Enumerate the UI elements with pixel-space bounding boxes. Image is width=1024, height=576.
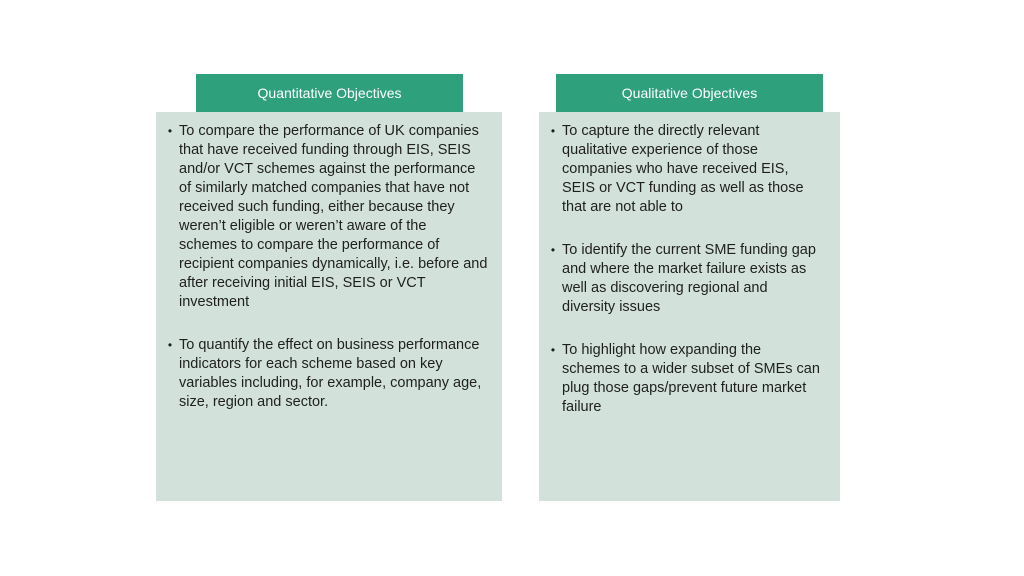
qualitative-objectives-title: Qualitative Objectives <box>621 85 758 101</box>
qualitative-objectives-panel <box>539 112 840 501</box>
qualitative-objective-item <box>545 122 822 217</box>
quantitative-objective-item <box>162 336 488 412</box>
bullet-icon: • <box>167 338 173 352</box>
quantitative-objective-item <box>162 122 488 312</box>
bullet-icon: • <box>550 343 556 357</box>
quantitative-objective-text: To quantify the effect on business performance indicators for each scheme based on key variables including, for example, company age, size, region and sector. <box>179 337 482 410</box>
quantitative-objectives-header <box>196 74 463 112</box>
bullet-icon: • <box>167 124 173 138</box>
qualitative-objective-item <box>545 341 822 417</box>
bullet-icon: • <box>550 124 556 138</box>
quantitative-objectives-title: Quantitative Objectives <box>257 85 402 101</box>
qualitative-objectives-header <box>556 74 823 112</box>
qualitative-objective-text: To capture the directly relevant qualitative experience of those companies who have received EIS, SEIS or VCT funding as well as those that are not able to <box>562 123 804 215</box>
quantitative-objective-text: To compare the performance of UK companies that have received funding through EIS, SEIS and/or VCT schemes against the performance of similarly matched companies that have not received such funding, either because they weren’t eligible or weren’t aware of the schemes to compare the performance of recipient companies dynamically, i.e. before and after receiving initial EIS, SEIS or VCT investment <box>179 123 488 310</box>
qualitative-objective-text: To highlight how expanding the schemes to a wider subset of SMEs can plug those gaps/prevent future market failure <box>562 342 820 415</box>
quantitative-objectives-panel <box>156 112 502 501</box>
qualitative-objective-item <box>545 241 822 317</box>
bullet-icon: • <box>550 243 556 257</box>
qualitative-objective-text: To identify the current SME funding gap and where the market failure exists as well as discovering regional and diversity issues <box>562 242 816 315</box>
